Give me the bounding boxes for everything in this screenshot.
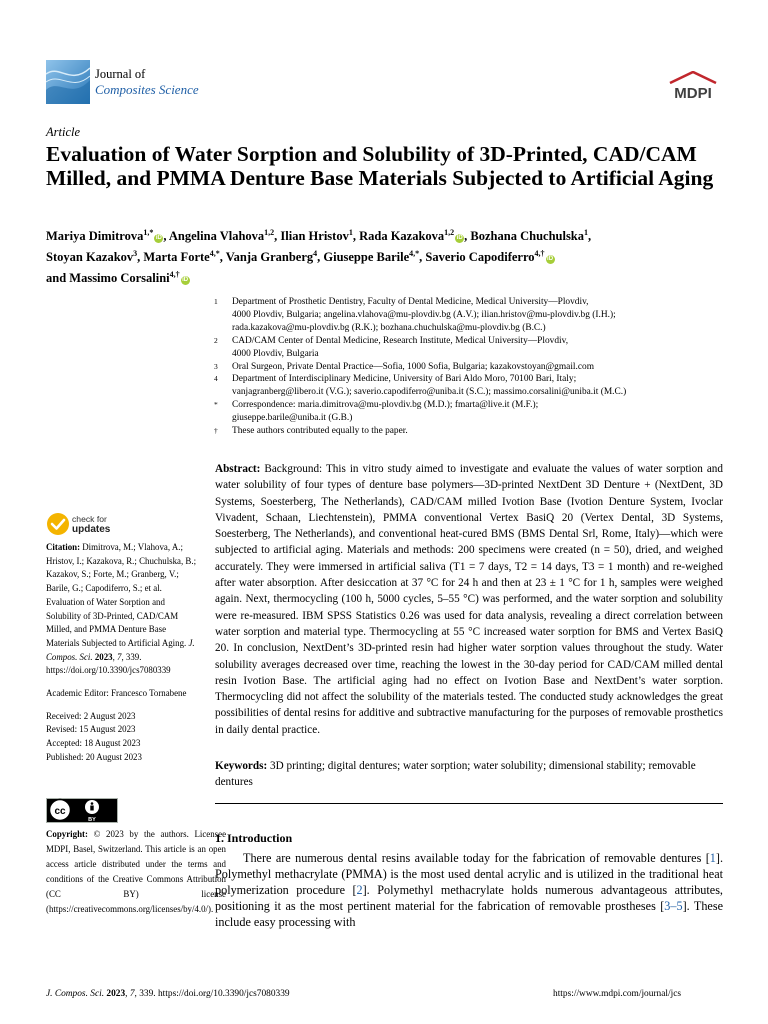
mdpi-logo-icon[interactable] (664, 71, 722, 103)
copyright-label: Copyright: (46, 829, 88, 839)
citation-doi-link[interactable]: https://doi.org/10.3390/jcs7080339 (46, 665, 171, 676)
affiliation-line: giuseppe.barile@uniba.it (G.B.) (232, 413, 353, 424)
author-name[interactable]: Angelina Vlahova (168, 229, 265, 244)
author-affiliation-marker: 1,2 (264, 228, 275, 237)
affiliation-number: 2 (214, 335, 218, 345)
keywords-label: Keywords: (215, 760, 268, 772)
affiliation-line: vanjagranberg@libero.it (V.G.); saverio.capodiferro@uniba.it (S.C.); massimo.corsalini@uniba.it (M.C.) (232, 387, 627, 398)
abstract-label: Abstract: (215, 463, 261, 475)
publication-dates (46, 710, 198, 765)
abstract-text: Background: This in vitro study aimed to investigate and evaluate the values of water sorption and water solubility of four types of denture base polymers—3D-printed NextDent 3D Denture + (NextDent, 3D Systems, Soesterberg, The Netherlands), CAD/CAM milled Ivotion Base (Ivotion Denture System, Ivoclar Vivadent, Schaan, Liechtenstein), PMMA conventional Vertex BasiQ 20 (Vertex Dental, 3D Systems, Soesterberg, The Netherlands), and conventional heat-cured BMS (BMS Dental Srl, Rome, Italy)—which were subjected to artificial aging. Materials and methods: 200 specimens were created (n = 50), dried, and weighed accurately. They were immersed in artificial saliva (T1 = 7 days, T2 = 14 days, T3 = 1 month) and re-weighed after water absorption. After desiccation at 37 °C for 24 h and then at 23 ± 1 °C for 1 h, samples were weighed again. Next, thermocycling (100 h, 5000 cycles, 5–55 °C) was performed, and the water sorption and solubility were re-measured. IBM SPSS Statistics 0.26 was used for data analysis, revealing a direct correlation between water sorption and material type. Thermocycling at 55 °C increased water sorption for BMS and Vertex BasiQ 20. In conclusion, NextDent’s 3D-printed resin had higher water sorption values throughout the study. Water solubility averages decreased over time, reaching the lowest in the 30-day period for CAD/CAM milled dental resin Ivotion Base. The artificial aging had no effect on Ivotion Base and NextDent’s water sorption. Thermocycling did not affect the solubility of the materials tested. The conducted study acknowledges the great possibilities of dental resins for additive and subtractive manufacturing for the purposes of removable prosthetics in daily dental practice. (215, 463, 723, 736)
affiliation-text (232, 296, 726, 335)
author-affiliation-marker: 4 (313, 249, 318, 259)
orcid-icon[interactable]: iD (155, 235, 162, 242)
date-revised: Revised: 15 August 2023 (46, 724, 136, 735)
introduction-text-run: ]. Polymethyl methacrylate (PMMA) is the most used dental acrylic and is utilized in the traditional heat polymerization procedure [ (215, 851, 723, 897)
affiliation-text (232, 373, 726, 399)
cc-badge-cc-text: cc (54, 806, 66, 817)
check-for-updates-badge[interactable] (46, 512, 156, 538)
abstract (215, 461, 723, 738)
footer-year: 2023 (106, 989, 126, 999)
affiliation-line: Correspondence: maria.dimitrova@mu-plovdiv.bg (M.D.); fmarta@live.it (M.F.); (232, 400, 539, 411)
check-updates-icon (46, 512, 70, 536)
affiliation-number: 4 (214, 374, 218, 384)
date-received: Received: 2 August 2023 (46, 710, 136, 721)
copyright-notice (46, 827, 226, 916)
affiliation-text (232, 425, 726, 438)
author-name[interactable]: Marta Forte (143, 250, 210, 265)
affiliation-item (214, 296, 726, 335)
citation-block: Citation: Dimitrova, M.; Vlahova, A.; Hristov, I.; Kazakova, R.; Chuchulska, B.; Kazakov, S.; Forte, M.; Granberg, V.; Barile, G.; Capodiferro, S.; et al. Evaluation of Water Sorption and Solubility of 3D-Printed, CAD/CAM Milled, and PMMA Denture Base Materials Subjected to Artificial Aging. J. Compos. Sci. 2023, 7, 339. https://doi.org/10.3390/jcs7080339 (46, 542, 197, 676)
affiliations (214, 296, 726, 438)
citation-label: Citation: (46, 542, 81, 552)
author-affiliation-marker: 1 (348, 228, 353, 237)
citation-pages: , 339. (121, 651, 142, 662)
section-divider (215, 803, 723, 804)
author-name[interactable]: Stoyan Kazakov (46, 250, 134, 265)
affiliation-item (214, 373, 726, 399)
citation-year: 2023 (94, 651, 113, 662)
citation-text: Dimitrova, M.; Vlahova, A.; Hristov, I.; Kazakova, R.; Chuchulska, B.; Kazakov, S.; Forte, M.; Granberg, V.; Barile, G.; Capodiferro, S.; et al. Evaluation of Water Sorption and Solubility of 3D-Printed, CAD/CAM Milled, and PMMA Denture Base Materials Subjected to Artificial Aging. (46, 542, 197, 648)
introduction-text-run: ]. Polymethyl methacrylate holds numerous advantageous attributes, positioning it as the most pertinent material for the fabrication of removable prostheses [ (215, 883, 723, 913)
academic-editor (46, 687, 198, 701)
author-affiliation-marker: 4,† (534, 249, 545, 259)
affiliation-line: Department of Prosthetic Dentistry, Faculty of Dental Medicine, Medical University—Plovdiv, (232, 297, 589, 307)
author-name[interactable]: Rada Kazakova (359, 229, 445, 244)
author-affiliation-marker: 1 (584, 228, 589, 237)
author-list: Mariya Dimitrova$^{1,*}$iD , Angelina Vlahova$^{1,2}$, Ilian Hristov$^1$, Rada Kazakova$^{1,2}$iD , Bozhana Chuchulska$^1$, Stoyan Kazakov$^3$, Marta Forte$^{4,*}$, Vanja Granberg$^4$, Giuseppe Barile$^{4,*}$, Saverio Capodiferro$^{4,\dagger}$iD and Massimo Corsalini$^{4,\dagger}$iD (46, 228, 592, 286)
affiliation-number: † (214, 426, 218, 436)
article-sidebar (46, 541, 198, 774)
keywords (215, 758, 723, 791)
author-affiliation-marker: 4,* (409, 249, 420, 259)
author-affiliation-marker: 4,† (169, 270, 180, 280)
author-conjunction: and (46, 271, 67, 286)
author-name[interactable]: Vanja Granberg (225, 250, 314, 265)
affiliation-item (214, 399, 726, 425)
mdpi-logo-text: MDPI (674, 85, 712, 102)
citation-volume: 7 (117, 651, 122, 662)
affiliation-number: 3 (214, 361, 218, 371)
affiliation-text (232, 399, 726, 425)
journal-name[interactable] (95, 67, 199, 97)
journal-name-title: Composites Science (95, 82, 199, 97)
check-updates-line2: updates (72, 524, 111, 535)
introduction-text-run: There are numerous dental resins available today for the fabrication of removable dentures [ (243, 851, 710, 865)
affiliation-text (232, 335, 726, 361)
cc-by-license-icon[interactable] (46, 798, 118, 823)
orcid-icon[interactable]: iD (547, 256, 554, 263)
author-affiliation-marker: 1,2 (444, 228, 455, 237)
author-name[interactable]: Massimo Corsalini (69, 271, 170, 286)
article-type: Article (46, 125, 81, 139)
citation-journal: J. Compos. Sci. (46, 637, 195, 662)
copyright-text: © 2023 by the authors. Licensee MDPI, Basel, Switzerland. This article is an open access article distributed under the terms and conditions of the Creative Commons Attribution (CC BY) license (https://creativecommons.org/licenses/by/4.0/). (46, 829, 227, 914)
affiliation-item (214, 335, 726, 361)
author-name[interactable]: Bozhana Chuchulska (470, 229, 585, 244)
reference-link[interactable]: 1 (709, 851, 716, 865)
footer-citation: J. Compos. Sci. 2023, 7, 339. https://doi.org/10.3390/jcs7080339 (46, 989, 290, 999)
author-affiliation-marker: 1,* (143, 228, 154, 237)
affiliation-line: 4000 Plovdiv, Bulgaria (232, 348, 319, 359)
affiliation-line: Department of Interdisciplinary Medicine, University of Bari Aldo Moro, 70100 Bari, Italy; (232, 374, 577, 385)
author-name[interactable]: Ilian Hristov (280, 229, 349, 244)
footer-doi[interactable]: , 339. https://doi.org/10.3390/jcs7080339 (134, 989, 290, 999)
affiliation-line: Oral Surgeon, Private Dental Practice—Sofia, 1000 Sofia, Bulgaria; kazakovstoyan@gmail.com (232, 361, 595, 372)
author-affiliation-marker: 4,* (209, 249, 220, 259)
academic-editor-label: Academic Editor: (46, 688, 109, 699)
journal-name-prefix: Journal of (95, 67, 146, 81)
affiliation-line: CAD/CAM Center of Dental Medicine, Research Institute, Medical University—Plovdiv, (232, 335, 569, 346)
affiliation-item (214, 361, 726, 374)
author-name[interactable]: Giuseppe Barile (323, 250, 410, 265)
keywords-text: 3D printing; digital dentures; water sorption; water solubility; dimensional stability; removable dentures (215, 760, 696, 789)
author-name[interactable]: Saverio Capodiferro (425, 250, 535, 265)
introduction-paragraph (215, 850, 723, 930)
reference-link[interactable]: 3–5 (664, 899, 683, 913)
affiliation-item (214, 425, 726, 438)
date-published: Published: 20 August 2023 (46, 751, 142, 762)
orcid-icon[interactable]: iD (182, 277, 189, 284)
date-accepted: Accepted: 18 August 2023 (46, 738, 141, 749)
footer-journal: J. Compos. Sci. (46, 989, 105, 999)
footer-volume: 7 (129, 989, 135, 999)
affiliation-number: 1 (214, 297, 218, 306)
academic-editor-name: Francesco Tornabene (111, 688, 187, 699)
check-updates-line1: check for (72, 514, 107, 524)
affiliation-line: These authors contributed equally to the paper. (232, 426, 408, 437)
affiliation-number: * (214, 400, 218, 410)
orcid-icon[interactable]: iD (456, 235, 463, 242)
affiliation-text (232, 361, 726, 374)
article-title: Evaluation of Water Sorption and Solubility of 3D-Printed, CAD/CAM Milled, and PMMA Denture Base Materials Subjected to Artificial Aging (46, 142, 714, 190)
affiliation-line: rada.kazakova@mu-plovdiv.bg (R.K.); bozhana.chuchulska@mu-plovdiv.bg (B.C.) (232, 322, 546, 333)
cc-badge-by-text: BY (88, 817, 96, 823)
introduction-text-run: ]. These include easy processing with (215, 899, 723, 929)
section-heading-introduction: 1. Introduction (215, 831, 293, 845)
author-name[interactable]: Mariya Dimitrova (46, 229, 144, 244)
reference-link[interactable]: 2 (356, 883, 363, 897)
footer-journal-url[interactable]: https://www.mdpi.com/journal/jcs (553, 989, 682, 999)
author-affiliation-marker: 3 (133, 249, 138, 259)
affiliation-line: 4000 Plovdiv, Bulgaria; angelina.vlahova@mu-plovdiv.bg (A.V.); ilian.hristov@mu-plovdiv.bg (I.H.); (232, 309, 616, 320)
journal-logo-icon (46, 60, 90, 104)
